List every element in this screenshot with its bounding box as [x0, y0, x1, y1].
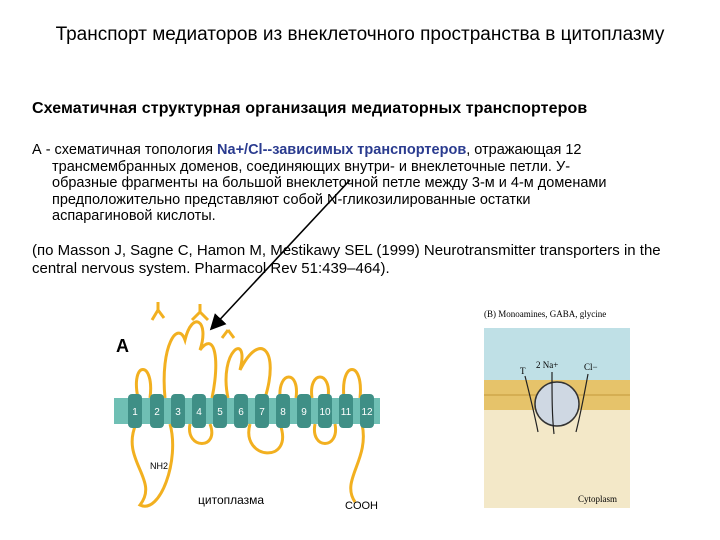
paragraph-line-3: предположительно представляют собой N-гликозилированные остатки: [52, 191, 531, 208]
cl-label: Cl−: [584, 362, 598, 372]
helix-label-5: 5: [217, 407, 223, 418]
helix-label-1: 1: [132, 407, 138, 418]
helix-label-9: 9: [301, 407, 307, 418]
paragraph-line-4: аспарагиновой кислоты.: [52, 208, 216, 224]
paragraph-highlight: Na+/Cl--зависимых транспортеров: [217, 142, 467, 158]
paragraph-line-1: трансмембранных доменов, соединяющих внутри- и внеклеточные петли. У-: [52, 158, 571, 175]
helix-label-11: 11: [340, 407, 352, 418]
helix-label-10: 10: [319, 407, 331, 418]
t-label: T: [520, 366, 526, 376]
na-label: 2 Na+: [536, 360, 559, 370]
slide-subtitle: Схематичная структурная организация медиаторных транспортеров: [32, 100, 588, 117]
citation: (по Masson J, Sagne C, Hamon M, Mestikawy SEL (1999) Neurotransmitter transporters in the central nervous system. Pharmacol Rev 51:439–464).: [32, 242, 661, 277]
helix-label-4: 4: [196, 407, 202, 418]
extracellular-region: [484, 328, 630, 380]
cytoplasm-b-label: Cytoplasm: [578, 494, 618, 504]
slide-title: Транспорт медиаторов из внеклеточного пространства в цитоплазму: [55, 24, 665, 45]
cooh-label: COOH: [345, 500, 378, 512]
paragraph-suffix: , отражающая 12: [466, 142, 582, 158]
helix-label-6: 6: [238, 407, 244, 418]
helix-label-7: 7: [259, 407, 265, 418]
helix-label-2: 2: [154, 407, 160, 418]
transporter-mechanism-diagram: [480, 306, 635, 511]
transporter-protein: [535, 382, 579, 426]
nh2-label: NH2: [150, 461, 169, 471]
paragraph-line-2: образные фрагменты на большой внеклеточной петле между 3-м и 4-м доменами: [52, 175, 607, 191]
helix-label-12: 12: [361, 407, 373, 418]
helix-label-8: 8: [280, 407, 286, 418]
paragraph-prefix: А - схематичная топология: [32, 142, 218, 158]
figure-a-label: А: [116, 336, 129, 356]
cytoplasm-label: цитоплазма: [198, 493, 265, 507]
helix-label-3: 3: [175, 407, 181, 418]
figure-b-title: (B) Monoamines, GABA, glycine: [484, 309, 607, 319]
